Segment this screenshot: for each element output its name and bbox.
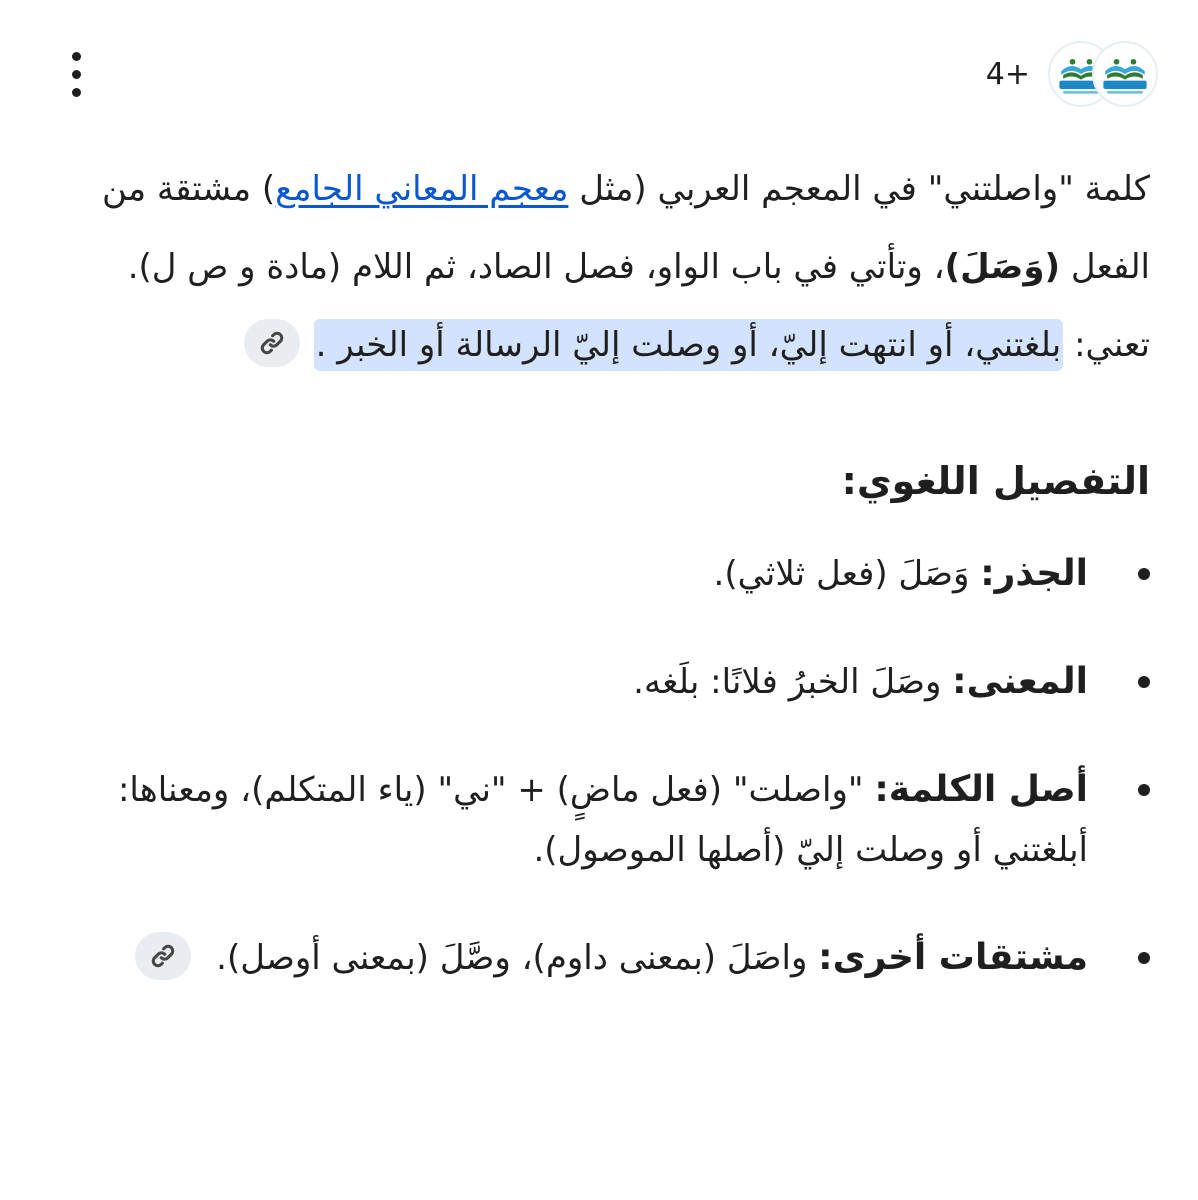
details-list [78,544,1150,988]
bullet-icon [1138,568,1150,580]
link-icon [258,329,286,357]
menu-dot [72,88,81,97]
root-verb: (وَصَلَ) [944,247,1061,287]
list-item [78,652,1088,712]
more-sources-count: 4+ [985,56,1030,92]
dictionary-link[interactable]: معجم المعاني الجامع [275,169,569,209]
detail-text: وَصَلَ (فعل ثلاثي). [713,554,981,594]
detail-term: المعنى: [952,661,1088,702]
detail-text: "واصلت" (فعل ماضٍ) + "ني" (ياء المتكلم)، ومعناها: أبلغتني أو وصلت إليّ (أصلها الموصول). [117,770,1088,870]
more-options-button[interactable] [56,48,96,100]
detail-term: أصل الكلمة: [874,769,1088,810]
intro-text: ، وتأتي في باب الواو، فصل الصاد، ثم اللام (مادة و ص ل). تعني: [127,247,1150,365]
intro-text: كلمة "واصلتني" في المعجم العربي (مثل [568,169,1150,209]
citation-link-button[interactable] [244,319,300,367]
list-item [78,544,1088,604]
detail-term: مشتقات أخرى: [818,937,1088,978]
bullet-icon [1138,676,1150,688]
answer-body [78,150,1150,1036]
intro-text: ) مشتقة من الفعل [101,169,1150,287]
menu-dot [72,70,81,79]
section-title: التفصيل اللغوي: [841,459,1150,503]
almaany-logo-icon [1092,41,1158,107]
intro-paragraph [78,150,1150,384]
link-icon [149,942,177,970]
detail-term: الجذر: [980,553,1088,594]
menu-dot [72,52,81,61]
highlighted-definition[interactable] [314,319,1064,371]
bullet-icon [1138,784,1150,796]
detail-text: وصَلَ الخبرُ فلانًا: بلَغه. [633,662,953,702]
highlight-end: . [315,325,338,365]
bullet-icon [1138,952,1150,964]
citation-link-button[interactable] [135,932,191,980]
response-header [0,38,1198,110]
source-logos [1042,41,1158,107]
highlight-text: بلغتني، أو انتهت إليّ، أو وصلت إليّ الرسالة أو الخبر [337,325,1062,365]
list-item [78,760,1088,880]
sources-chip[interactable] [986,38,1158,110]
detail-text: واصَلَ (بمعنى داوم)، وصَّلَ (بمعنى أوصل). [205,938,819,978]
list-item [78,928,1088,988]
